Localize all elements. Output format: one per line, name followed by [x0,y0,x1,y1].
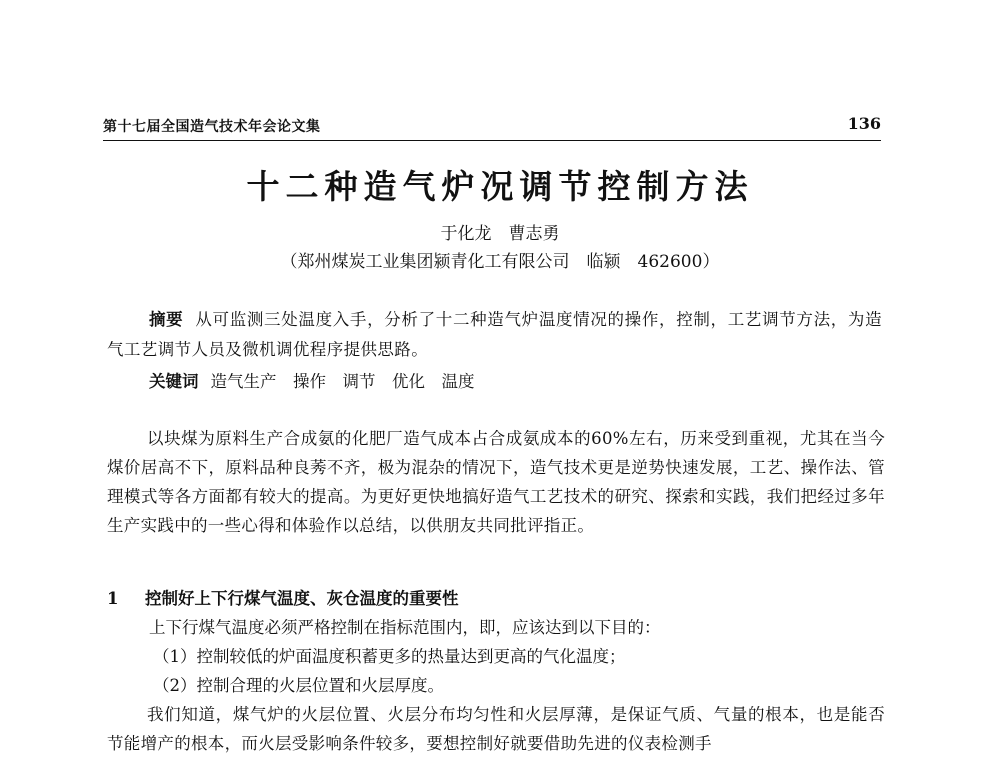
keywords [149,367,475,397]
section-title: 控制好上下行煤气温度、灰仓温度的重要性 [145,589,459,608]
affiliation: （郑州煤炭工业集团颍青化工有限公司 临颍 462600） [280,252,720,272]
abstract-label: 摘要 [149,310,184,329]
paper-title: 十二种造气炉况调节控制方法 [246,167,754,206]
journal-name: 第十七届全国造气技术年会论文集 [103,119,321,135]
intro-paragraph: 以块煤为原料生产合成氨的化肥厂造气成本占合成氨成本的60%左右，历来受到重视，尤其在当今煤价居高不下，原料品种良莠不齐，极为混杂的情况下，造气技术更是逆势快速发展，工艺、操作法、管理模式等各方面都有较大的提高。为更好更快地搞好造气工艺技术的研究、探索和实践，我们把经过多年生产实践中的一些心得和体验作以总结，以供朋友共同批评指正。 [107,429,885,535]
running-head [103,116,881,144]
keywords-text: 造气生产 操作 调节 优化 温度 [210,372,475,391]
list-item: （1）控制较低的炉面温度积蓄更多的热量达到更高的气化温度； [153,647,626,666]
authors: 于化龙 曹志勇 [440,224,560,244]
abstract [107,305,882,365]
abstract-text: 从可监测三处温度入手，分析了十二种造气炉温度情况的操作，控制，工艺调节方法，为造气工艺调节人员及微机调优程序提供思路。 [107,310,883,359]
list-item: （2）控制合理的火层位置和火层厚度。 [153,676,444,695]
keywords-label: 关键词 [149,372,199,391]
section-heading [107,584,459,613]
section-paragraph: 我们知道，煤气炉的火层位置、火层分布均匀性和火层厚薄，是保证气质、气量的根本，也是能否节能增产的根本，而火层受影响条件较多，要想控制好就要借助先进的仪表检测手 [107,705,885,753]
header-rule [103,140,881,141]
section-number: 1 [107,589,119,608]
page-number: 136 [847,114,881,133]
section-intro-line: 上下行煤气温度必须严格控制在指标范围内，即，应该达到以下目的： [149,618,661,637]
